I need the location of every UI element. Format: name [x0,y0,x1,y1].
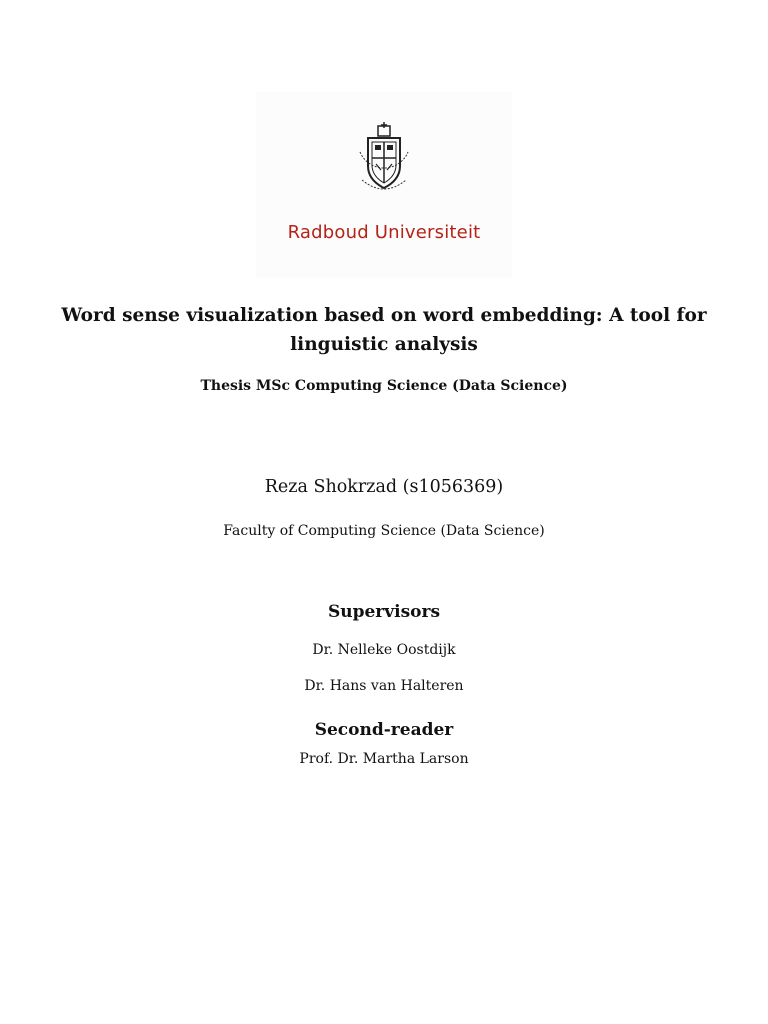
author-name: Reza Shokrzad (s1056369) [264,477,504,497]
thesis-subtitle: Thesis MSc Computing Science (Data Science) [200,378,568,394]
university-logo [256,92,512,278]
second-reader-name: Prof. Dr. Martha Larson [299,751,469,767]
faculty-name: Faculty of Computing Science (Data Science) [223,523,545,539]
second-reader-heading: Second-reader [314,720,454,740]
supervisor-name: Dr. Hans van Halteren [304,678,464,694]
supervisor-name: Dr. Nelleke Oostdijk [312,642,456,658]
logo-wordmark: Radboud Universiteit [287,222,481,243]
supervisors-heading: Supervisors [327,602,441,622]
thesis-title: Word sense visualization based on word embedding: A tool for linguistic analysis [61,305,707,355]
university-crest-icon [350,122,418,206]
